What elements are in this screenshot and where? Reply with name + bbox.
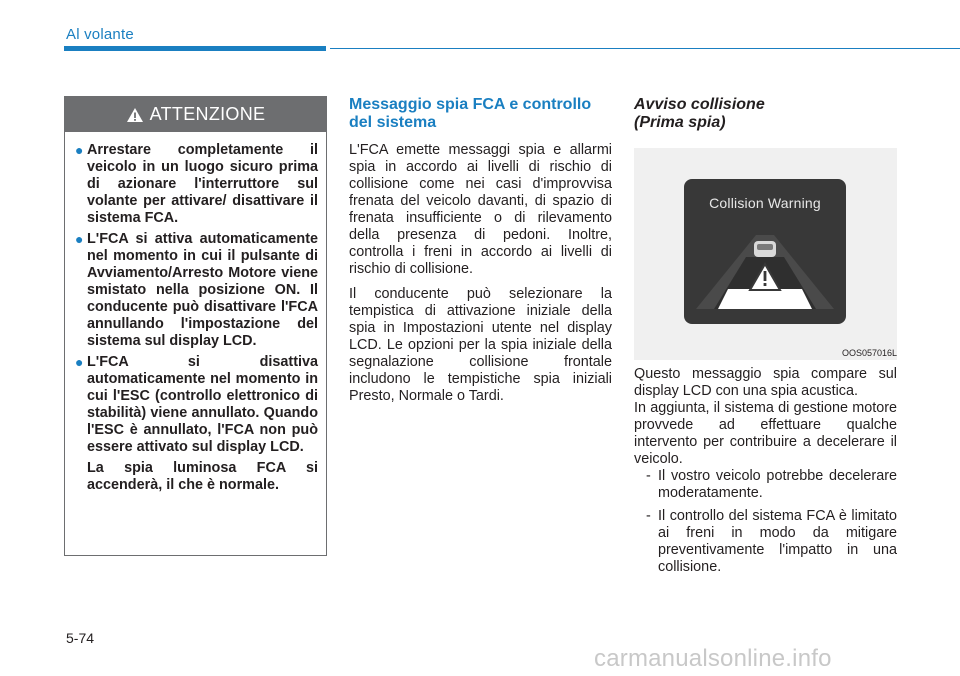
bullet-dot: ● [75, 142, 84, 158]
collision-warning-figure [634, 148, 897, 360]
dash-item-text: Il controllo del sistema FCA è limitato ai freni in modo da mitigare preventivamente l'impatto in una collisione. [658, 508, 897, 575]
warning-bullet [75, 142, 318, 227]
right-heading-line1: Avviso collisione [634, 96, 765, 113]
header-rule-thick [64, 46, 326, 51]
dash-list [634, 468, 897, 576]
dash-mark: - [646, 468, 651, 484]
page-number: 5-74 [66, 630, 95, 646]
warning-bullet [75, 354, 318, 456]
right-heading [634, 96, 897, 132]
figure-code: OOS057016L [841, 348, 897, 358]
bullet-dot: ● [75, 354, 84, 370]
right-paragraph: In aggiunta, il sistema di gestione motore provvede ad effettuare qualche intervento per contribuire a decelerare il veicolo. [634, 400, 897, 467]
bullet-dot: ● [75, 231, 84, 247]
warning-bullet [75, 231, 318, 350]
right-heading-line2: (Prima spia) [634, 114, 726, 131]
warning-header [65, 97, 326, 132]
warning-triangle-icon [126, 107, 144, 123]
warning-box [64, 96, 327, 556]
warning-bullet-text: L'FCA si disattiva automaticamente nel momento in cui l'ESC (controllo elettronico di stabilità) viene annullato. Quando l'ESC è annullato, l'FCA non può essere attivato sul display LCD. [87, 354, 318, 455]
lcd-screen-title: Collision Warning [709, 195, 821, 211]
warning-list [65, 132, 326, 494]
middle-paragraph: L'FCA emette messaggi spia e allarmi spia in accordo ai livelli di rischio di collisione come nei casi d'improvvisa frenata del veicolo davanti, di spazio di frenata insufficiente o di rilevamento della presenza di pedoni. Inoltre, controlla i freni in accordo ai livelli di rischio di collisione. [349, 142, 612, 277]
right-column [634, 96, 897, 582]
warning-bullet-text: L'FCA si attiva automaticamente nel momento in cui il pulsante di Avviamento/Arresto Motore viene smistato nella posizione ON. Il conducente può disattivare l'FCA annullando l'impostazione del sistema sul display LCD. [87, 231, 318, 349]
middle-column [349, 96, 612, 413]
collision-road-icon [684, 179, 846, 324]
dash-item-text: Il vostro veicolo potrebbe decelerare moderatamente. [658, 468, 897, 501]
dash-item [646, 508, 897, 576]
section-title: Al volante [66, 26, 134, 43]
watermark: carmanualsonline.info [594, 645, 832, 672]
warning-title: ATTENZIONE [149, 104, 266, 124]
dash-mark: - [646, 508, 651, 524]
warning-bullet-text: Arrestare completamente il veicolo in un luogo sicuro prima di azionare l'interruttore sul volante per attivare/ disattivare il sistema FCA. [87, 142, 318, 226]
warning-note: La spia luminosa FCA si accenderà, il che è normale. [87, 460, 318, 493]
middle-heading: Messaggio spia FCA e controllo del sistema [349, 96, 592, 131]
header-rule-thin [330, 48, 960, 49]
right-paragraph: Questo messaggio spia compare sul display LCD con una spia acustica. [634, 366, 897, 399]
lcd-screen [684, 179, 846, 324]
middle-paragraph: Il conducente può selezionare la tempistica di attivazione iniziale della spia in Impostazioni utente nel display LCD. Le opzioni per la spia iniziale della segnalazione collisione frontale includono le tempistiche spia iniziali Presto, Normale o Tardi. [349, 286, 612, 404]
dash-item [646, 468, 897, 502]
